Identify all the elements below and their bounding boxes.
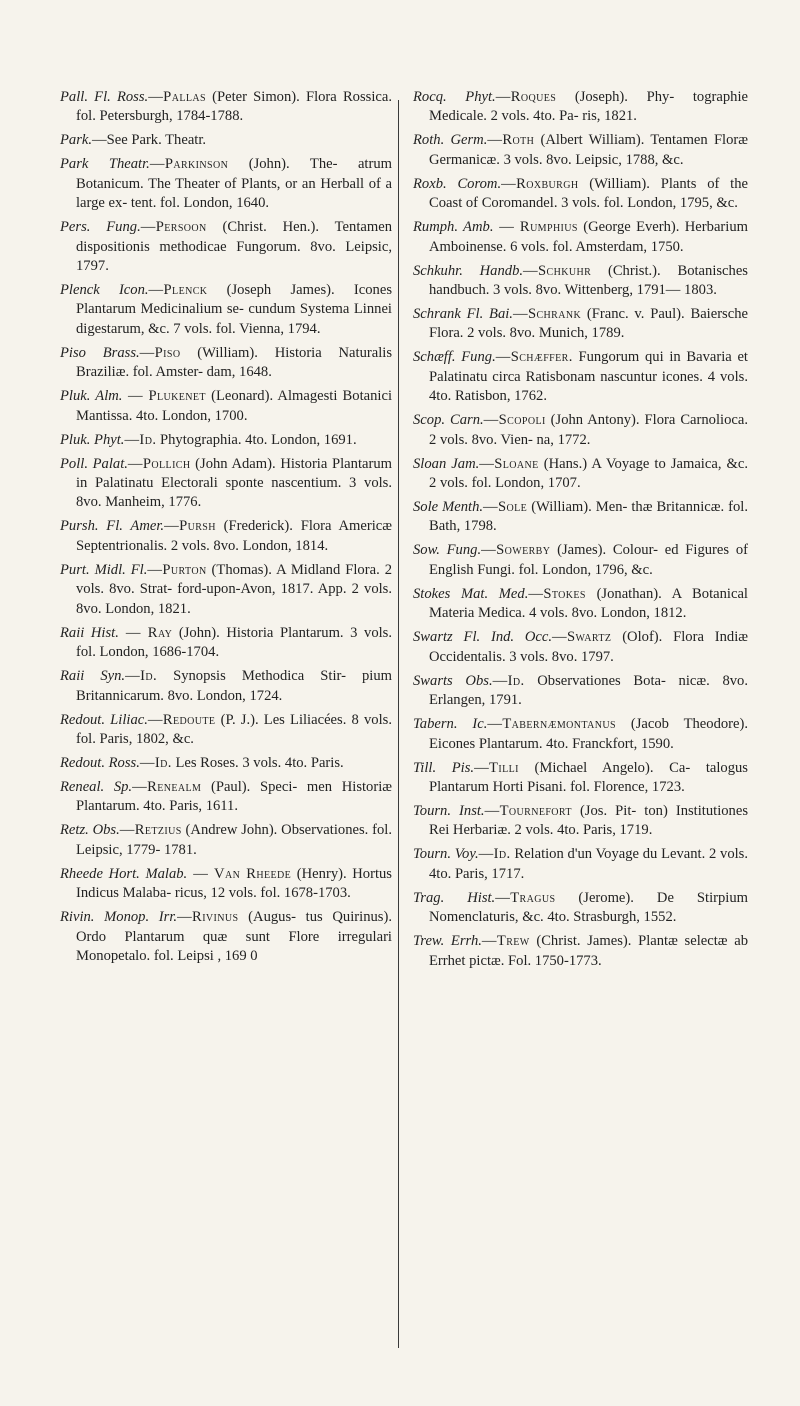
bibliography-entry: Tourn. Voy.—Id. Relation d'un Voyage du Levant. 2 vols. 4to. Paris, 1717. [413,846,748,882]
bibliography-entry: Park.—See Park. Theatr. [60,132,207,149]
bibliography-entry: Sole Menth.—Sole (William). Men- thæ Britannicæ. fol. Bath, 1798. [413,499,748,535]
bibliography-entry: Redout. Ross.—Id. Les Roses. 3 vols. 4to. Paris. [60,754,344,771]
bibliography-entry: Sow. Fung.—Sowerby (James). Colour- ed Figures of English Fungi. fol. London, 1796, &c. [413,542,748,578]
bibliography-entry: Park Theatr.—Parkinson (John). The- atrum Botanicum. The Theater of Plants, or an Herball of a large ex- tent. fol. London, 1640. [60,156,392,212]
bibliography-entry: Pluk. Alm. — Plukenet (Leonard). Almagesti Botanici Mantissa. 4to. London, 1700. [60,388,393,424]
bibliography-entry: Retz. Obs.—Retzius (Andrew John). Observationes. fol. Leipsic, 1779- 1781. [60,822,392,858]
bibliography-entry: Raii Hist. — Ray (John). Historia Plantarum. 3 vols. fol. London, 1686-1704. [60,624,392,661]
bibliography-entry: Rheede Hort. Malab. — Van Rheede (Henry). Hortus Indicus Malaba- ricus, 12 vols. fol. 1678-1703. [60,865,392,902]
bibliography-entry: Stokes Mat. Med.—Stokes (Jonathan). A Botanical Materia Medica. 4 vols. 8vo. London, 1812. [413,585,748,622]
bibliography-entry: Rocq. Phyt.—Roques (Joseph). Phy- tographie Medicale. 2 vols. 4to. Pa- ris, 1821. [413,89,748,125]
bibliography-entry: Pall. Fl. Ross.—Pallas (Peter Simon). Flora Rossica. fol. Petersburgh, 1784-1788. [60,89,392,125]
bibliography-entry: Roth. Germ.—Roth (Albert William). Tentamen Floræ Germanicæ. 3 vols. 8vo. Leipsic, 1788, &c. [413,132,749,168]
bibliography-entry: Sloan Jam.—Sloane (Hans.) A Voyage to Jamaica, &c. 2 vols. fol. London, 1707. [413,455,748,492]
bibliography-entry: Plenck Icon.—Plenck (Joseph James). Icones Plantarum Medicinalium se- cundum Systema Linnei digestarum, &c. 7 vols. fol. Vienna, 1794. [60,282,392,337]
bibliography-entry: Piso Brass.—Piso (William). Historia Naturalis Braziliæ. fol. Amster- dam, 1648. [60,344,393,381]
bibliography-entry: Schrank Fl. Bai.—Schrank (Franc. v. Paul). Baiersche Flora. 2 vols. 8vo. Munich, 1789. [413,306,748,342]
column-divider [398,100,399,1348]
right-column [413,88,748,976]
bibliography-entry: Trag. Hist.—Tragus (Jerome). De Stirpium Nomenclaturis, &c. 4to. Strasburgh, 1552. [413,889,748,926]
bibliography-entry: Raii Syn.—Id. Synopsis Methodica Stir- pium Britannicarum. 8vo. London, 1724. [60,668,392,704]
bibliography-entry: Pers. Fung.—Persoon (Christ. Hen.). Tentamen dispositionis methodicae Fungorum. 8vo. Leipsic, 1797. [60,219,392,275]
bibliography-entry: Rumph. Amb. — Rumphius (George Everh). Herbarium Amboinense. 6 vols. fol. Amsterdam, 1750. [413,219,748,255]
bibliography-entry: Swarts Obs.—Id. Observationes Bota- nicæ. 8vo. Erlangen, 1791. [413,672,748,709]
bibliography-entry: Schæff. Fung.—Schæffer. Fungorum qui in Bavaria et Palatinatu circa Ratisbonam nascuntur icones. 4 vols. 4to. Ratisbon, 1762. [413,349,748,405]
bibliography-entry: Rivin. Monop. Irr.—Rivinus (Augus- tus Quirinus). Ordo Plantarum quæ sunt Flore irregulari Monopetalo. fol. Leipsi , 169 0 [60,909,392,964]
bibliography-entry: Trew. Errh.—Trew (Christ. James). Plantæ selectæ ab Errhet pictæ. Fol. 1750-1773. [413,933,748,969]
bibliography-entry: Schkuhr. Handb.—Schkuhr (Christ.). Botanisches handbuch. 3 vols. 8vo. Wittenberg, 1791— 1803. [413,262,748,299]
bibliography-entry: Tabern. Ic.—Tabernæmontanus (Jacob Theodore). Eicones Plantarum. 4to. Franckfort, 1590. [413,716,749,752]
bibliography-entry: Roxb. Corom.—Roxburgh (William). Plants of the Coast of Coromandel. 3 vols. fol. London, 1795, &c. [413,175,749,212]
bibliography-entry: Till. Pis.—Tilli (Michael Angelo). Ca- talogus Plantarum Horti Pisani. fol. Florence, 1723. [413,759,748,795]
bibliography-entry: Redout. Liliac.—Redoute (P. J.). Les Liliacées. 8 vols. fol. Paris, 1802, &c. [60,711,392,747]
bibliography-entry: Reneal. Sp.—Renealm (Paul). Speci- men Historiæ Plantarum. 4to. Paris, 1611. [60,778,392,815]
bibliography-entry: Tourn. Inst.—Tournefort (Jos. Pit- ton) Institutiones Rei Herbariæ. 2 vols. 4to. Paris, 1719. [413,802,749,839]
bibliography-entry: Scop. Carn.—Scopoli (John Antony). Flora Carnolioca. 2 vols. 8vo. Vien- na, 1772. [413,412,748,448]
bibliography-entry: Purt. Midl. Fl.—Purton (Thomas). A Midland Flora. 2 vols. 8vo. Strat- ford-upon-Avon, 1817. App. 2 vols. 8vo. London, 1821. [60,561,392,617]
bibliography-entry: Poll. Palat.—Pollich (John Adam). Historia Plantarum in Palatinatu Electorali sponte nascentium. 3 vols. 8vo. Manheim, 1776. [60,455,392,511]
bibliography-entry: Pursh. Fl. Amer.—Pursh (Frederick). Flora Americæ Septentrionalis. 2 vols. 8vo. London, 1814. [60,518,392,554]
bibliography-entry: Pluk. Phyt.—Id. Phytographia. 4to. London, 1691. [60,431,357,448]
bibliography-entry: Swartz Fl. Ind. Occ.—Swartz (Olof). Flora Indiæ Occidentalis. 3 vols. 8vo. 1797. [413,629,748,665]
left-column [60,88,392,971]
